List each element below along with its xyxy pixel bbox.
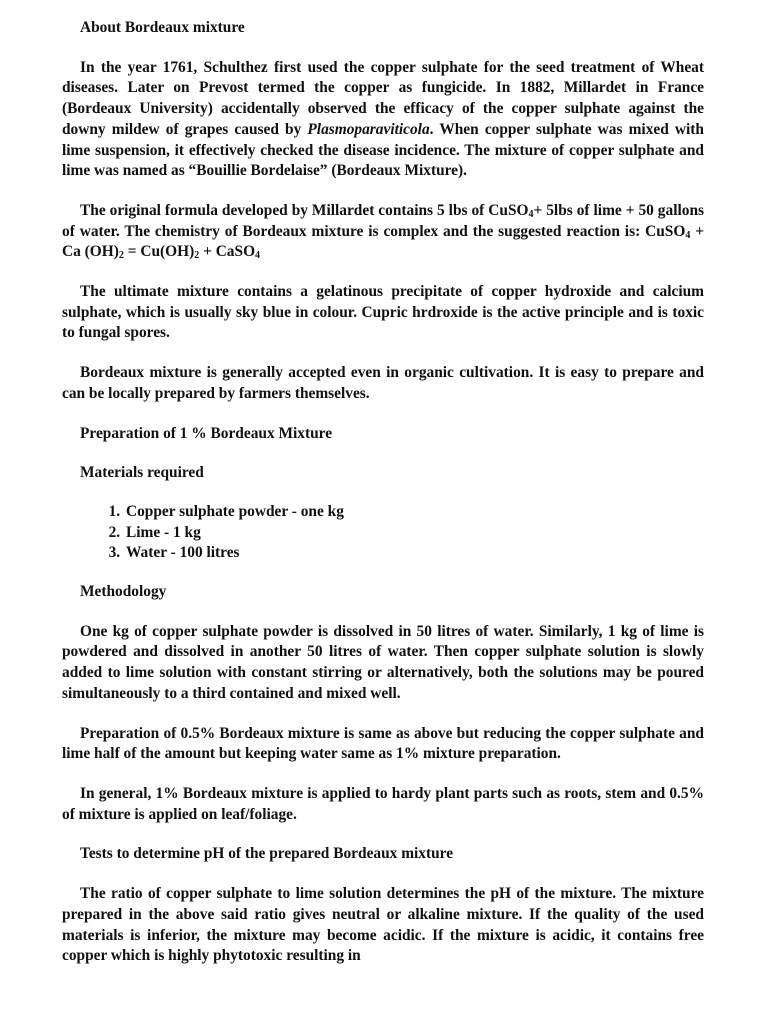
list-item: 3. Water - 100 litres — [124, 543, 704, 564]
paragraph-precipitate: The ultimate mixture contains a gelatinous precipitate of copper hydroxide and calcium sulphate, which is usually sky blue in colour. Cupric hrdroxide is the active principle and is toxic to fungal spores. — [62, 283, 704, 342]
paragraph-organic: Bordeaux mixture is generally accepted even in organic cultivation. It is easy to prepare and can be locally prepared by farmers themselves. — [62, 364, 704, 402]
document-page — [62, 18, 704, 967]
paragraph-history — [62, 58, 704, 182]
formula-sub-2: 4 — [685, 229, 691, 241]
pathogen-name: Plasmoparaviticola — [307, 120, 430, 138]
heading-methodology: Methodology — [80, 583, 167, 601]
paragraph-method: One kg of copper sulphate powder is dissolved in 50 litres of water. Similarly, 1 kg of lime is powdered and dissolved in another 50 litres of water. Then copper sulphate solution is slowly added to lime solution with constant stirring or alternatively, both the solutions may be poured simultaneously to a third contained and mixed well. — [62, 622, 704, 702]
formula-sub-3: 2 — [118, 250, 124, 262]
formula-text-3: + Ca (OH) — [62, 222, 704, 261]
formula-sub-4: 2 — [194, 250, 200, 262]
formula-text-1: The original formula developed by Millardet contains 5 lbs of CuSO — [80, 201, 529, 219]
formula-text-4: = Cu(OH) — [127, 243, 195, 261]
formula-sub-5: 4 — [255, 250, 261, 262]
paragraph-ph: The ratio of copper sulphate to lime solution determines the pH of the mixture. The mixture prepared in the above said ratio gives neutral or alkaline mixture. If the quality of the used materials is inferior, the mixture may become acidic. If the mixture is acidic, it contains free copper which is highly phytotoxic resulting in — [62, 885, 704, 965]
heading-preparation: Preparation of 1 % Bordeaux Mixture — [80, 424, 333, 442]
formula-text-2: + 5lbs of lime + 50 gallons of water. The chemistry of Bordeaux mixture is complex and the suggested reaction is: CuSO — [62, 201, 704, 240]
paragraph-application: In general, 1% Bordeaux mixture is applied to hardy plant parts such as roots, stem and 0.5% of mixture is applied on leaf/foliage. — [62, 784, 704, 823]
materials-list — [62, 502, 704, 564]
heading-materials: Materials required — [80, 464, 204, 482]
paragraph-half-percent: Preparation of 0.5% Bordeaux mixture is same as above but reducing the copper sulphate and lime half of the amount but keeping water same as 1% mixture preparation. — [62, 724, 704, 763]
paragraph-formula — [62, 201, 704, 263]
list-item: 1. Copper sulphate powder - one kg — [124, 502, 704, 523]
list-item: 2. Lime - 1 kg — [124, 523, 704, 544]
document-title: About Bordeaux mixture — [80, 19, 245, 36]
heading-tests: Tests to determine pH of the prepared Bordeaux mixture — [80, 845, 454, 863]
formula-sub-1: 4 — [528, 208, 534, 220]
paragraph-history-text-a: In the year 1761, Schulthez first used the copper sulphate for the seed treatment of Wheat diseases. Later on Prevost termed the copper as fungicide. In 1882, Millardet in France (Bordeaux University) accidentally observed the efficacy of the copper sulphate against the downy mildew of grapes caused by — [62, 58, 704, 138]
paragraph-history-text-b: . When copper sulphate was mixed with lime suspension, it effectively checked the disease incidence. The mixture of copper sulphate and lime was named as “Bouillie Bordelaise” (Bordeaux Mixture). — [62, 120, 704, 180]
formula-text-5: + CaSO — [203, 243, 256, 261]
